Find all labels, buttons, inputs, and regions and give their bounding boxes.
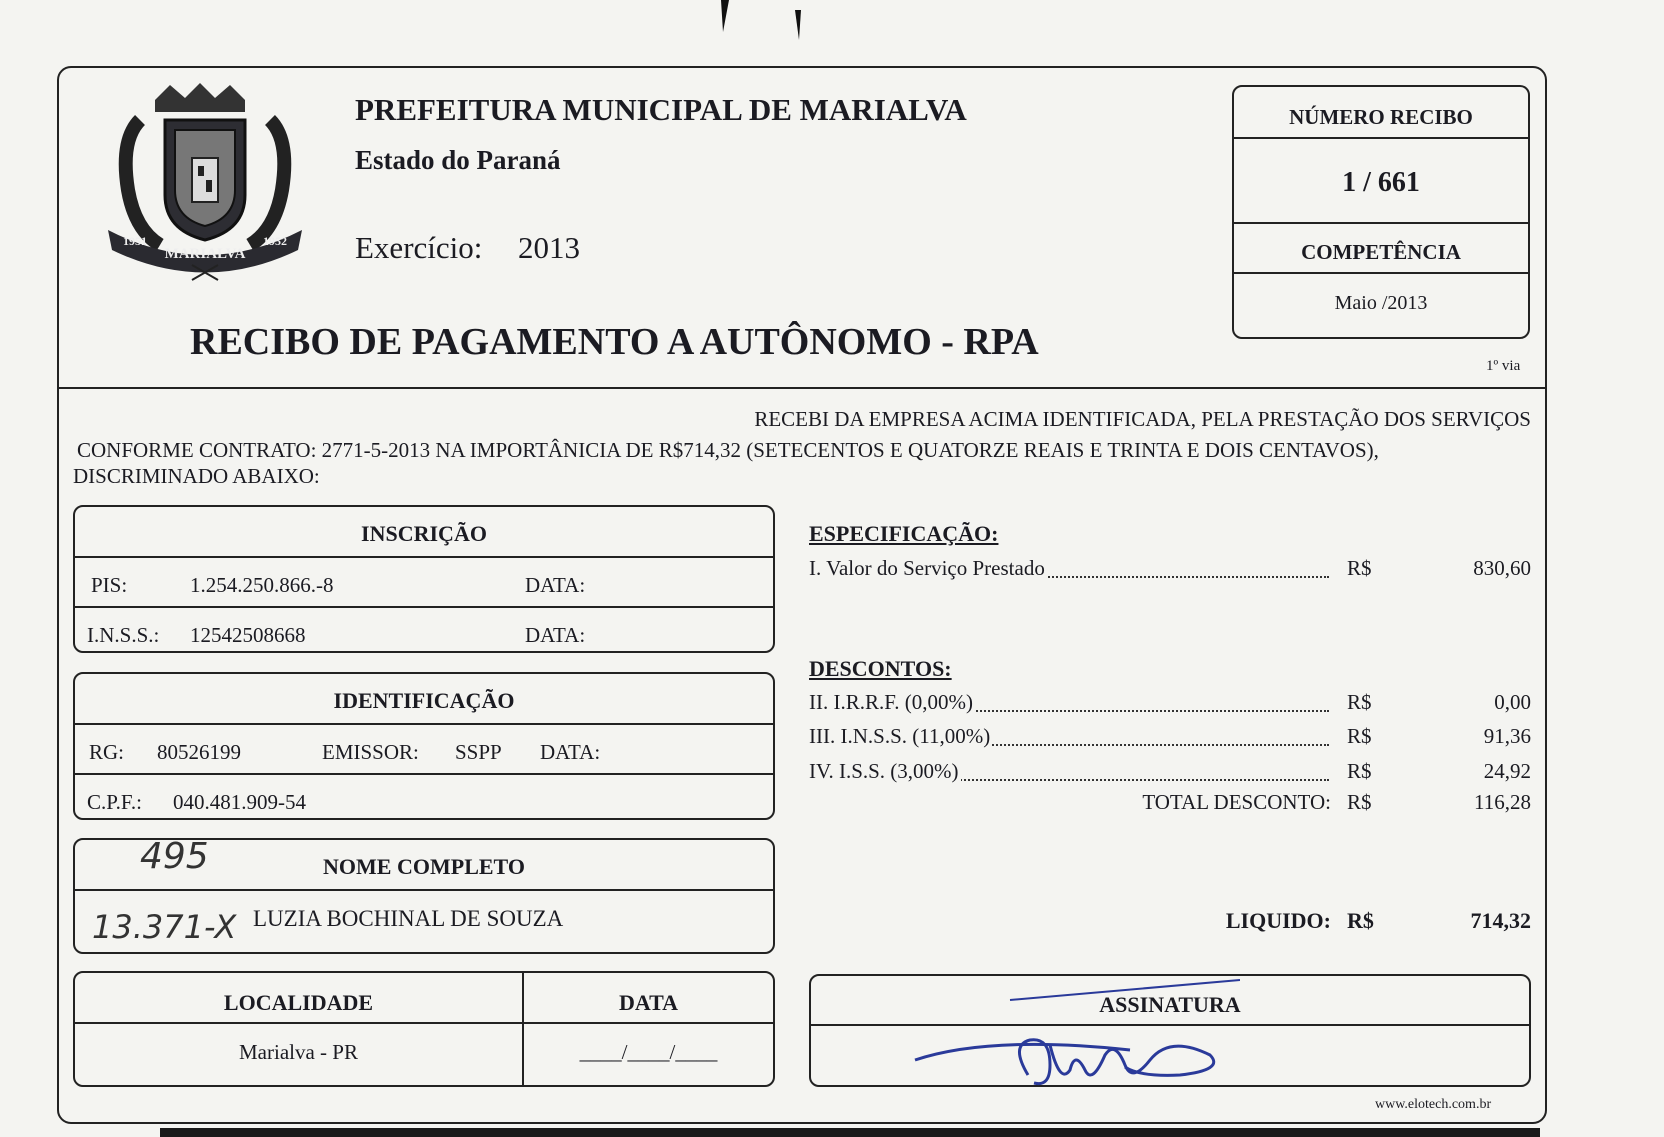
inscricao-box (73, 505, 775, 653)
crest-year-right: 1952 (263, 234, 287, 248)
net-amount-currency: R$ (1347, 908, 1374, 933)
cpf-value: 040.481.909-54 (173, 790, 306, 814)
date-title: DATA (618, 990, 679, 1015)
identificacao-date-label: DATA: (540, 740, 601, 764)
footer-website: www.elotech.com.br (1375, 1097, 1492, 1112)
municipality-name: PREFEITURA MUNICIPAL DE MARIALVA (355, 92, 967, 127)
discount-label: III. I.N.S.S. (11,00%) (809, 724, 991, 748)
discount-row-irrf (809, 690, 1531, 718)
discount-currency: R$ (1347, 724, 1372, 748)
handwritten-note-top: 495 (140, 836, 209, 877)
pis-value: 1.254.250.866.-8 (190, 573, 334, 597)
discount-label: II. I.R.R.F. (0,00%) (809, 690, 973, 714)
emissor-label: EMISSOR: (322, 740, 419, 764)
spec-row-service (809, 556, 1531, 584)
discount-value: 91,36 (1483, 724, 1531, 748)
via-label: 1º via (1486, 358, 1521, 374)
exercise-label: Exercício: (355, 230, 483, 265)
total-discount-row (809, 790, 1531, 818)
scan-mark-top (715, 0, 805, 40)
discount-value: 0,00 (1494, 690, 1531, 714)
discount-row-inss (809, 724, 1531, 752)
identificacao-title: IDENTIFICAÇÃO (333, 688, 515, 713)
handwritten-note-left: 13.371-X (92, 908, 237, 946)
handwritten-signature (910, 975, 1240, 1095)
identificacao-box (73, 672, 775, 820)
municipal-coat-of-arms (100, 80, 310, 290)
net-amount-value: 714,32 (1470, 908, 1531, 933)
full-name-value: LUZIA BOCHINAL DE SOUZA (253, 906, 564, 931)
descontos-title: DESCONTOS: (809, 656, 952, 681)
emissor-value: SSPP (455, 740, 502, 764)
net-amount-row (809, 908, 1531, 936)
date-value: ____/____/____ (579, 1040, 718, 1064)
spec-label: I. Valor do Serviço Prestado (809, 556, 1045, 580)
crest-year-left: 1951 (123, 234, 147, 248)
discount-currency: R$ (1347, 690, 1372, 714)
inscricao-title: INSCRIÇÃO (361, 521, 487, 546)
discount-row-iss (809, 759, 1531, 787)
crest-ribbon-text: MARIALVA (164, 246, 246, 262)
document-title: RECIBO DE PAGAMENTO A AUTÔNOMO - RPA (190, 321, 1039, 363)
total-discount-label: TOTAL DESCONTO: (1142, 790, 1331, 814)
localidade-box (73, 971, 775, 1087)
inss-value: 12542508668 (190, 623, 306, 647)
receipt-number-label: NÚMERO RECIBO (1289, 105, 1473, 129)
discount-label: IV. I.S.S. (3,00%) (809, 759, 959, 783)
scan-edge-artifact (160, 1128, 1540, 1137)
pis-date-label: DATA: (525, 573, 586, 597)
competence-value: Maio /2013 (1334, 292, 1428, 314)
discount-value: 24,92 (1483, 759, 1531, 783)
declaration-line-3: DISCRIMINADO ABAIXO: (73, 464, 320, 488)
declaration-line-2: CONFORME CONTRATO: 2771-5-2013 NA IMPORTÂNICIA DE R$714,32 (SETECENTOS E QUATORZE REAIS E TRINTA E DOIS CENTAVOS), (77, 438, 1379, 462)
total-discount-currency: R$ (1347, 790, 1372, 814)
especificacao-title: ESPECIFICAÇÃO: (809, 521, 999, 546)
rg-label: RG: (89, 740, 125, 764)
discount-currency: R$ (1347, 759, 1372, 783)
nome-completo-title: NOME COMPLETO (323, 854, 525, 879)
exercise-year: 2013 (518, 230, 580, 265)
header-divider (59, 387, 1545, 389)
state-name: Estado do Paraná (355, 145, 561, 175)
inss-label: I.N.S.S.: (87, 623, 160, 647)
spec-value: 830,60 (1473, 556, 1531, 580)
cpf-label: C.P.F.: (87, 790, 142, 814)
receipt-number-value: 1 / 661 (1342, 167, 1420, 198)
pis-label: PIS: (91, 573, 128, 597)
rg-value: 80526199 (157, 740, 241, 764)
net-amount-label: LIQUIDO: (1225, 908, 1331, 933)
declaration-line-1: RECEBI DA EMPRESA ACIMA IDENTIFICADA, PELA PRESTAÇÃO DOS SERVIÇOS (754, 407, 1531, 431)
spec-currency: R$ (1347, 556, 1372, 580)
total-discount-value: 116,28 (1474, 790, 1531, 814)
competence-label: COMPETÊNCIA (1301, 240, 1461, 264)
receipt-number-box (1232, 85, 1530, 339)
inss-date-label: DATA: (525, 623, 586, 647)
localidade-title: LOCALIDADE (223, 990, 374, 1015)
localidade-value: Marialva - PR (239, 1040, 358, 1064)
signature-title: ASSINATURA (1099, 992, 1241, 1017)
